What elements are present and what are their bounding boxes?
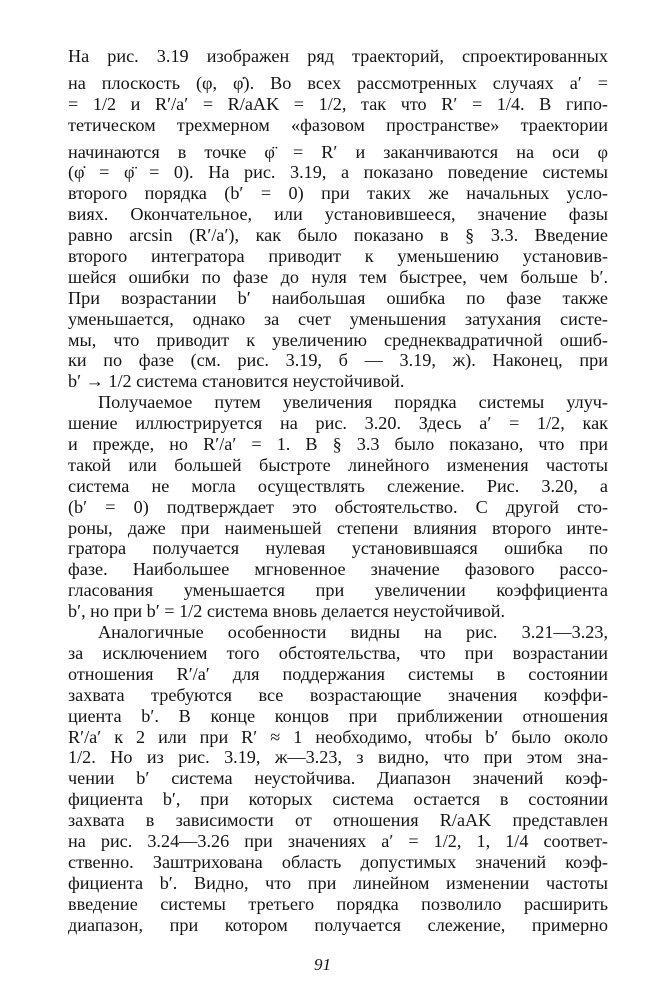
text-line: второго интегратора приводит к уменьшению установив- [68,246,608,267]
paragraph-3 [68,622,608,935]
text-line: начинаются в точке φ̈ = R′ и заканчиваются на оси φ [68,141,608,162]
text-line: фазе. Наибольшее мгновенное значение фазового рассо- [68,559,608,580]
text-line: (b′ = 0) подтверждает это обстоятельство. С другой сто- [68,496,608,517]
text-line: шейся ошибки по фазе до нуля тем быстрее, чем больше b′. [68,266,608,287]
text-line: виях. Окончательное, или установившееся, значение фазы [68,204,608,225]
text-line: отношения R′/a′ для поддержания системы в состоянии [68,663,608,684]
text-line: захвата требуются все возрастающие значения коэффи- [68,684,608,705]
text-line: (φ̇ = φ̈ = 0). На рис. 3.19, a показано поведение системы [68,162,608,183]
text-line: b′, но при b′ = 1/2 система вновь делается неустойчивой. [68,601,506,622]
paragraph-2 [68,392,608,622]
text-line: система не могла осуществлять слежение. Рис. 3.20, a [68,475,608,496]
text-line: уменьшается, однако за счет уменьшения затухания систе- [68,308,608,329]
text-line: Аналогичные особенности видны на рис. 3.21—3.23, [98,622,608,643]
text-line: b′ → 1/2 система становится неустойчивой. [68,371,405,392]
text-line: ственно. Заштрихована область допустимых значений коэф- [68,851,608,872]
text-line: введение системы третьего порядка позволило расширить [68,893,608,914]
text-line: гласования уменьшается при увеличении коэффициента [68,580,608,601]
text-line: 1/2. Но из рис. 3.19, ж—3.23, з видно, что при этом зна- [68,747,608,768]
paragraph-1 [68,46,608,392]
text-line: фициента b′, при которых система остается в состоянии [68,789,608,810]
text-line: чении b′ система неустойчива. Диапазон значений коэф- [68,768,608,789]
text-line: захвата в зависимости от отношения R/aAK представлен [68,810,608,831]
text-line: такой или большей быстроте линейного изменения частоты [68,454,608,475]
text-line: При возрастании b′ наибольшая ошибка по фазе также [68,287,608,308]
text-line: = 1/2 и R′/a′ = R/aAK = 1/2, так что R′ = 1/4. В гипо- [68,93,608,114]
text-line: на плоскость (φ, φ̇). Во всех рассмотренных случаях a′ = [68,72,608,93]
text-line: второго порядка (b′ = 0) при таких же начальных усло- [68,183,608,204]
text-line: роны, даже при наименьшей степени влияния второго инте- [68,517,608,538]
text-line: мы, что приводит к увеличению среднеквадратичной ошиб- [68,329,608,350]
text-line: Получаемое путем увеличения порядка системы улуч- [98,392,608,413]
text-line: за исключением того обстоятельства, что при возрастании [68,642,608,663]
text-line: фициента b′. Видно, что при линейном изменении частоты [68,872,608,893]
text-line: R′/a′ к 2 или при R′ ≈ 1 необходимо, чтобы b′ было около [68,726,608,747]
text-line: и прежде, но R′/a′ = 1. В § 3.3 было показано, что при [68,434,608,455]
text-line: На рис. 3.19 изображен ряд траекторий, спроектированных [68,46,608,66]
page-number: 91 [314,955,331,974]
text-line: шение иллюстрируется на рис. 3.20. Здесь a′ = 1/2, как [68,413,608,434]
text-line: ки по фазе (см. рис. 3.19, б — 3.19, ж). Наконец, при [68,350,608,371]
text-line: циента b′. В конце концов при приближении отношения [68,705,608,726]
text-line: тетическом трехмерном «фазовом пространстве» траектории [68,114,608,135]
page-body [68,46,608,935]
text-line: равно arcsin (R′/a′), как было показано в § 3.3. Введение [68,225,608,246]
text-line: диапазон, при котором получается слежение, примерно [68,914,608,935]
text-line: гратора получается нулевая установившаяся ошибка по [68,538,608,559]
text-line: на рис. 3.24—3.26 при значениях a′ = 1/2, 1, 1/4 соответ- [68,830,608,851]
